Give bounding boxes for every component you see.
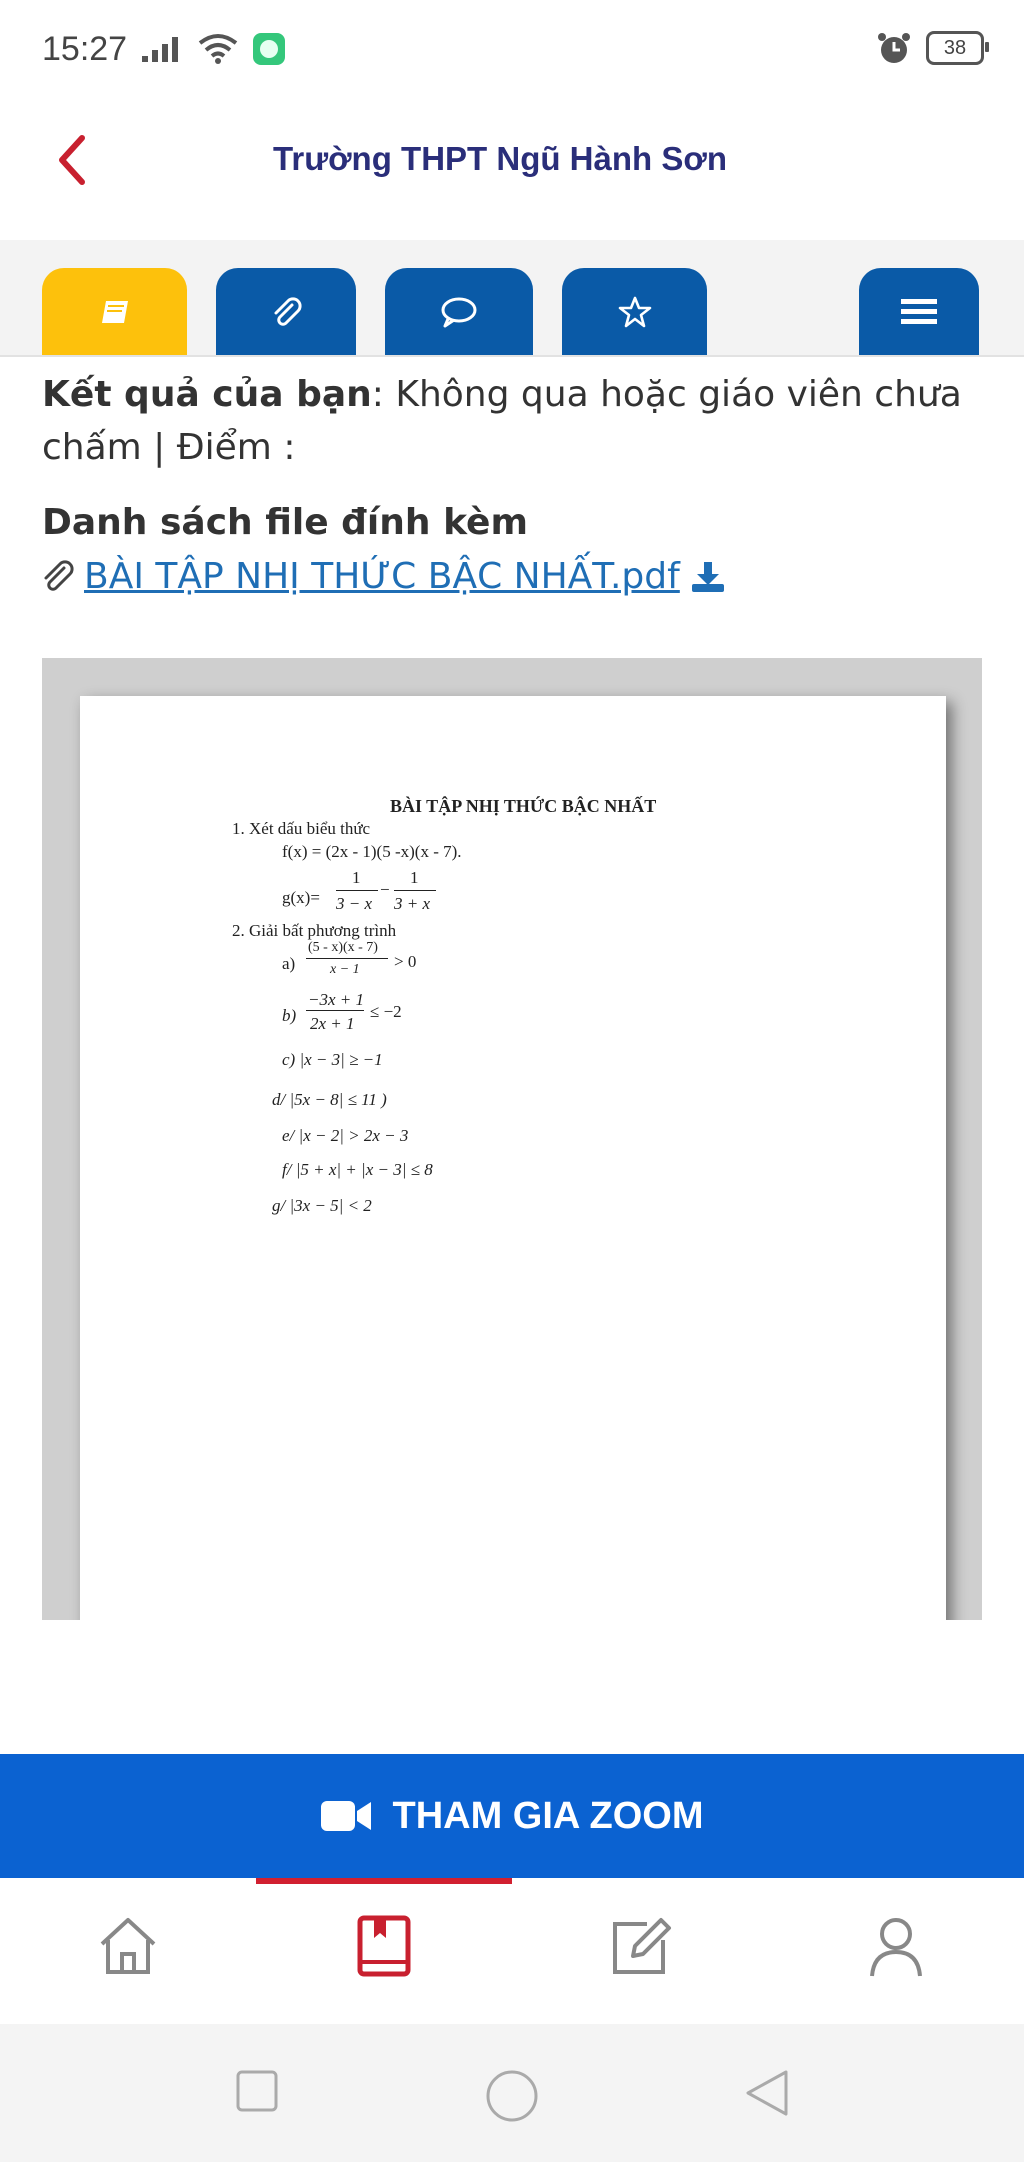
pdf-title: BÀI TẬP NHỊ THỨC BẬC NHẤT [390,796,657,816]
tab-favorite[interactable] [562,268,707,355]
pdf-g2: g/ |3x − 5| < 2 [272,1196,372,1215]
download-icon[interactable] [690,560,726,594]
chat-bubble-icon [440,295,478,329]
pdf-viewer[interactable] [42,658,982,1620]
battery-indicator: 38 [926,31,984,65]
tab-menu[interactable] [859,268,979,355]
pdf-a-den: x − 1 [330,962,360,977]
book-icon [98,297,132,327]
pdf-a-rel: > 0 [394,952,417,971]
pdf-b-rel: ≤ −2 [370,1002,402,1021]
attachment-link[interactable]: BÀI TẬP NHỊ THỨC BẬC NHẤT.pdf [84,556,680,597]
pdf-fraction-bar [306,1010,364,1011]
home-icon [96,1914,160,1978]
nav-homework[interactable] [512,1914,768,1994]
paperclip-icon [42,560,74,594]
pdf-g-minus: − [380,880,390,899]
paperclip-icon [270,295,302,329]
system-navigation [0,2024,1024,2162]
bottom-nav [0,1884,1024,2024]
result-label: Kết quả của bạn [42,374,372,415]
tab-book[interactable] [42,268,187,355]
pdf-e: e/ |x − 2| > 2x − 3 [282,1126,409,1145]
recent-apps-icon[interactable] [234,2068,280,2114]
user-icon [864,1914,928,1978]
nav-profile[interactable] [768,1914,1024,1994]
wifi-icon [198,33,238,65]
edit-icon [607,1914,673,1978]
pdf-fraction-bar [394,890,436,891]
pdf-g-frac2-den: 3 + x [394,894,431,913]
pdf-g-frac1-num: 1 [352,868,361,887]
tab-comment[interactable] [385,268,533,355]
pdf-a-num: (5 - x)(x - 7) [308,940,378,955]
tab-attachment[interactable] [216,268,356,355]
pdf-g-label: g(x)= [282,888,320,907]
alarm-icon [876,30,912,66]
status-right-icons [876,30,984,66]
nav-home[interactable] [0,1914,256,1994]
pdf-b-den: 2x + 1 [310,1014,355,1033]
star-icon [618,295,652,329]
status-left-icons [140,32,286,66]
signal-icon [140,34,184,64]
page-title: Trường THPT Ngũ Hành Sơn [273,140,727,177]
status-bar [0,0,1024,100]
back-triangle-icon[interactable] [744,2068,790,2118]
pdf-fraction-bar [306,958,388,959]
app-header [0,100,1024,240]
app-notification-icon [252,32,286,66]
tab-bar [0,240,1024,357]
result-value: : Không qua hoặc giáo viên chưa chấm | Điểm : [42,374,962,468]
video-camera-icon [321,1799,371,1833]
hamburger-menu-icon [901,297,937,327]
pdf-c: c) |x − 3| ≥ −1 [282,1050,383,1069]
pdf-question-1: 1. Xét dấu biểu thức [232,819,371,838]
join-zoom-button[interactable] [0,1754,1024,1878]
pdf-fraction-bar [336,890,378,891]
pdf-a-label: a) [282,954,296,973]
pdf-d: d/ |5x − 8| ≤ 11 ) [272,1090,387,1109]
pdf-g-frac1-den: 3 − x [336,894,373,913]
pdf-b-label: b) [282,1006,297,1025]
join-zoom-label: THAM GIA ZOOM [392,1794,704,1837]
attachment-item[interactable] [42,556,726,597]
attachments-title: Danh sách file đính kèm [42,502,528,543]
result-text [42,368,992,474]
pdf-b-num: −3x + 1 [308,990,364,1009]
pdf-page [80,696,946,1620]
pdf-g-frac2-num: 1 [410,868,419,887]
nav-lessons[interactable] [256,1914,512,1994]
bookmark-book-icon [352,1914,416,1978]
home-circle-icon[interactable] [484,2068,540,2124]
pdf-f-expression: f(x) = (2x - 1)(5 -x)(x - 7). [282,842,462,861]
pdf-question-2: 2. Giải bất phương trình [232,921,397,940]
pdf-f2: f/ |5 + x| + |x − 3| ≤ 8 [282,1160,433,1179]
status-time: 15:27 [42,30,128,68]
